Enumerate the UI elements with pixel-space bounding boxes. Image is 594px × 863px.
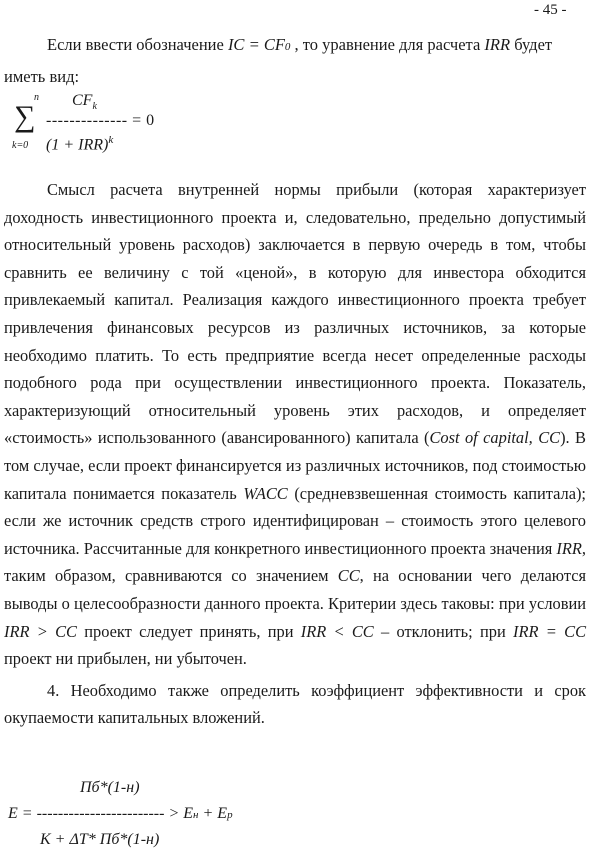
fraction-bar: -------------- = 0 (46, 112, 155, 129)
intro-text (4, 30, 588, 91)
e-formula-denominator: K + ΔT* Пб*(1-н) (40, 831, 160, 848)
sum-symbol: ∑ (14, 100, 36, 133)
paragraph-irr-meaning: Смысл расчета внутренней нормы прибыли (которая характеризует доходность инвестиционного проекта и, следовательно, предельно допустимый относительный уровень расходов) заключается в первую очередь в том, чтобы сравнить ее величину с той «ценой», в которую для инвестора обходится привлекаемый капитал. Реализация каждого инвестиционного проекта требует привлечения финансовых ресурсов из различных источников, за которые необходимо платить. То есть предприятие всегда несет определенные расходы подобного рода при осуществлении инвестиционного проекта. Показатель, характеризующий относительный уровень этих расходов, и определяет «стоимость» использованного (авансированного) капитала (Cost of capital, CC). В том случае, если проект финансируется из различных источников, под стоимостью капитала понимается показатель WACC (средневзвешенная стоимость капитала); если же источник средств строго идентифицирован – стоимость этого целевого источника. Рассчитанные для конкретного инвестиционного проекта значения IRR, таким образом, сравниваются со значением CC, на основании чего делаются выводы о целесообразности данного проекта. Критерии здесь таковы: при условии IRR > CC проект следует принять, при IRR < CC – отклонить; при IRR = CC проект ни прибылен, ни убыточен. (4, 180, 587, 669)
efficiency-formula (0, 775, 400, 863)
page-number: - 45 - (534, 2, 567, 18)
paragraph-efficiency: 4. Необходимо также определить коэффициент эффективности и срок окупаемости капитальных вложений. (4, 680, 586, 728)
e-formula-numerator: Пб*(1-н) (80, 779, 140, 796)
e-formula-line: E = ------------------------ > Eн + Eр (8, 805, 233, 822)
formula-denominator: (1 + IRR)$^k$ (46, 134, 114, 154)
intro-line-2: иметь вид: (4, 67, 80, 86)
formula-numerator: $CF_k$ (72, 92, 97, 113)
sum-upper-limit: n (34, 92, 39, 103)
irr-formula (0, 90, 300, 160)
intro-line-1: Если ввести обозначение IC = CF0 , то уравнение для расчета IRR будет (47, 35, 553, 54)
body-text (4, 176, 586, 732)
sum-lower-limit: k=0 (12, 140, 29, 151)
